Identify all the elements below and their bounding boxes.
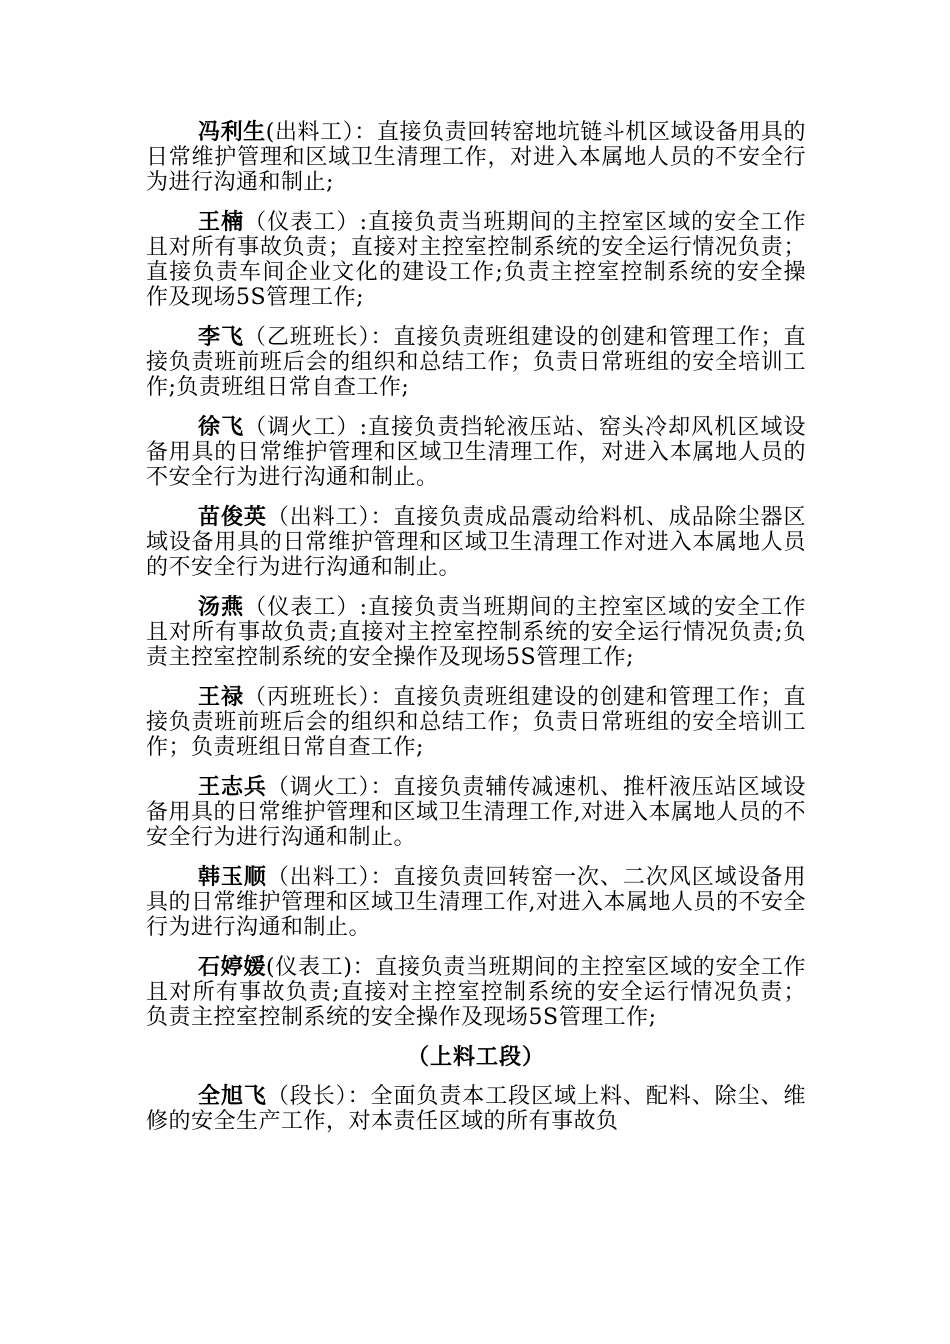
duty-text: (仪表工)：直接负责当班期间的主控室区域的安全工作且对所有事故负责;直接对主控室控制系统的安全运行情况负责；负责主控室控制系统的安全操作及现场5S管理工作; — [146, 955, 806, 1030]
duty-text: （调火工）：直接负责辅传减速机、推杆液压站区域设备用具的日常维护管理和区域卫生清理工作,对进入本属地人员的不安全行为进行沟通和制止。 — [146, 775, 806, 850]
duty-paragraph-7 — [146, 685, 806, 760]
person-name: 王楠 — [198, 210, 245, 235]
person-name: 全旭飞 — [198, 1084, 267, 1109]
duty-paragraph-4 — [146, 415, 806, 490]
document-page — [146, 120, 806, 1149]
duty-text: （乙班班长）：直接负责班组建设的创建和管理工作；直接负责班前班后会的组织和总结工作；负责日常班组的安全培训工作;负责班组日常自查工作; — [146, 325, 806, 400]
person-name: 石婷媛 — [198, 955, 267, 980]
person-name: 冯利生 — [198, 120, 266, 145]
duty-text: （丙班班长）：直接负责班组建设的创建和管理工作；直接负责班前班后会的组织和总结工作；负责日常班组的安全培训工作；负责班组日常自查工作; — [146, 685, 806, 760]
person-name: 韩玉顺 — [198, 865, 267, 890]
duty-paragraph-3 — [146, 325, 806, 400]
duty-text: （仪表工）:直接负责当班期间的主控室区域的安全工作且对所有事故负责;直接对主控室控制系统的安全运行情况负责;负责主控室控制系统的安全操作及现场5S管理工作; — [146, 595, 806, 670]
duty-paragraph-6 — [146, 595, 806, 670]
person-name: 王志兵 — [198, 775, 267, 800]
person-name: 苗俊英 — [198, 505, 267, 530]
duty-paragraph-10 — [146, 955, 806, 1030]
person-name: 李飞 — [198, 325, 244, 350]
duty-paragraph-1 — [146, 120, 806, 195]
duty-paragraph-5 — [146, 505, 806, 580]
duty-paragraph-8 — [146, 775, 806, 850]
duty-text: （出料工）：直接负责回转窑一次、二次风区域设备用具的日常维护管理和区域卫生清理工作,对进入本属地人员的不安全行为进行沟通和制止。 — [146, 865, 806, 940]
duty-paragraph-9 — [146, 865, 806, 940]
duty-paragraph-11 — [146, 1084, 806, 1134]
duty-text: （仪表工）:直接负责当班期间的主控室区域的安全工作且对所有事故负责；直接对主控室控制系统的安全运行情况负责；直接负责车间企业文化的建设工作;负责主控室控制系统的安全操作及现场5S管理工作; — [146, 210, 806, 310]
section-heading: （上料工段） — [406, 1045, 545, 1070]
person-name: 王禄 — [198, 685, 244, 710]
person-name: 汤燕 — [198, 595, 245, 620]
duty-text: (出料工）：直接负责回转窑地坑链斗机区域设备用具的日常维护管理和区域卫生清理工作，对进入本属地人员的不安全行为进行沟通和制止; — [146, 120, 806, 195]
duty-text: （调火工）:直接负责挡轮液压站、窑头冷却风机区域设备用具的日常维护管理和区域卫生清理工作，对进入本属地人员的不安全行为进行沟通和制止。 — [146, 415, 806, 490]
duty-paragraph-2 — [146, 210, 806, 310]
duty-text: （出料工）：直接负责成品震动给料机、成品除尘器区域设备用具的日常维护管理和区域卫生清理工作对进入本属地人员的不安全行为进行沟通和制止。 — [146, 505, 806, 580]
duty-text: （段长）：全面负责本工段区域上料、配料、除尘、维修的安全生产工作，对本责任区域的所有事故负 — [146, 1084, 806, 1134]
person-name: 徐飞 — [198, 415, 245, 440]
